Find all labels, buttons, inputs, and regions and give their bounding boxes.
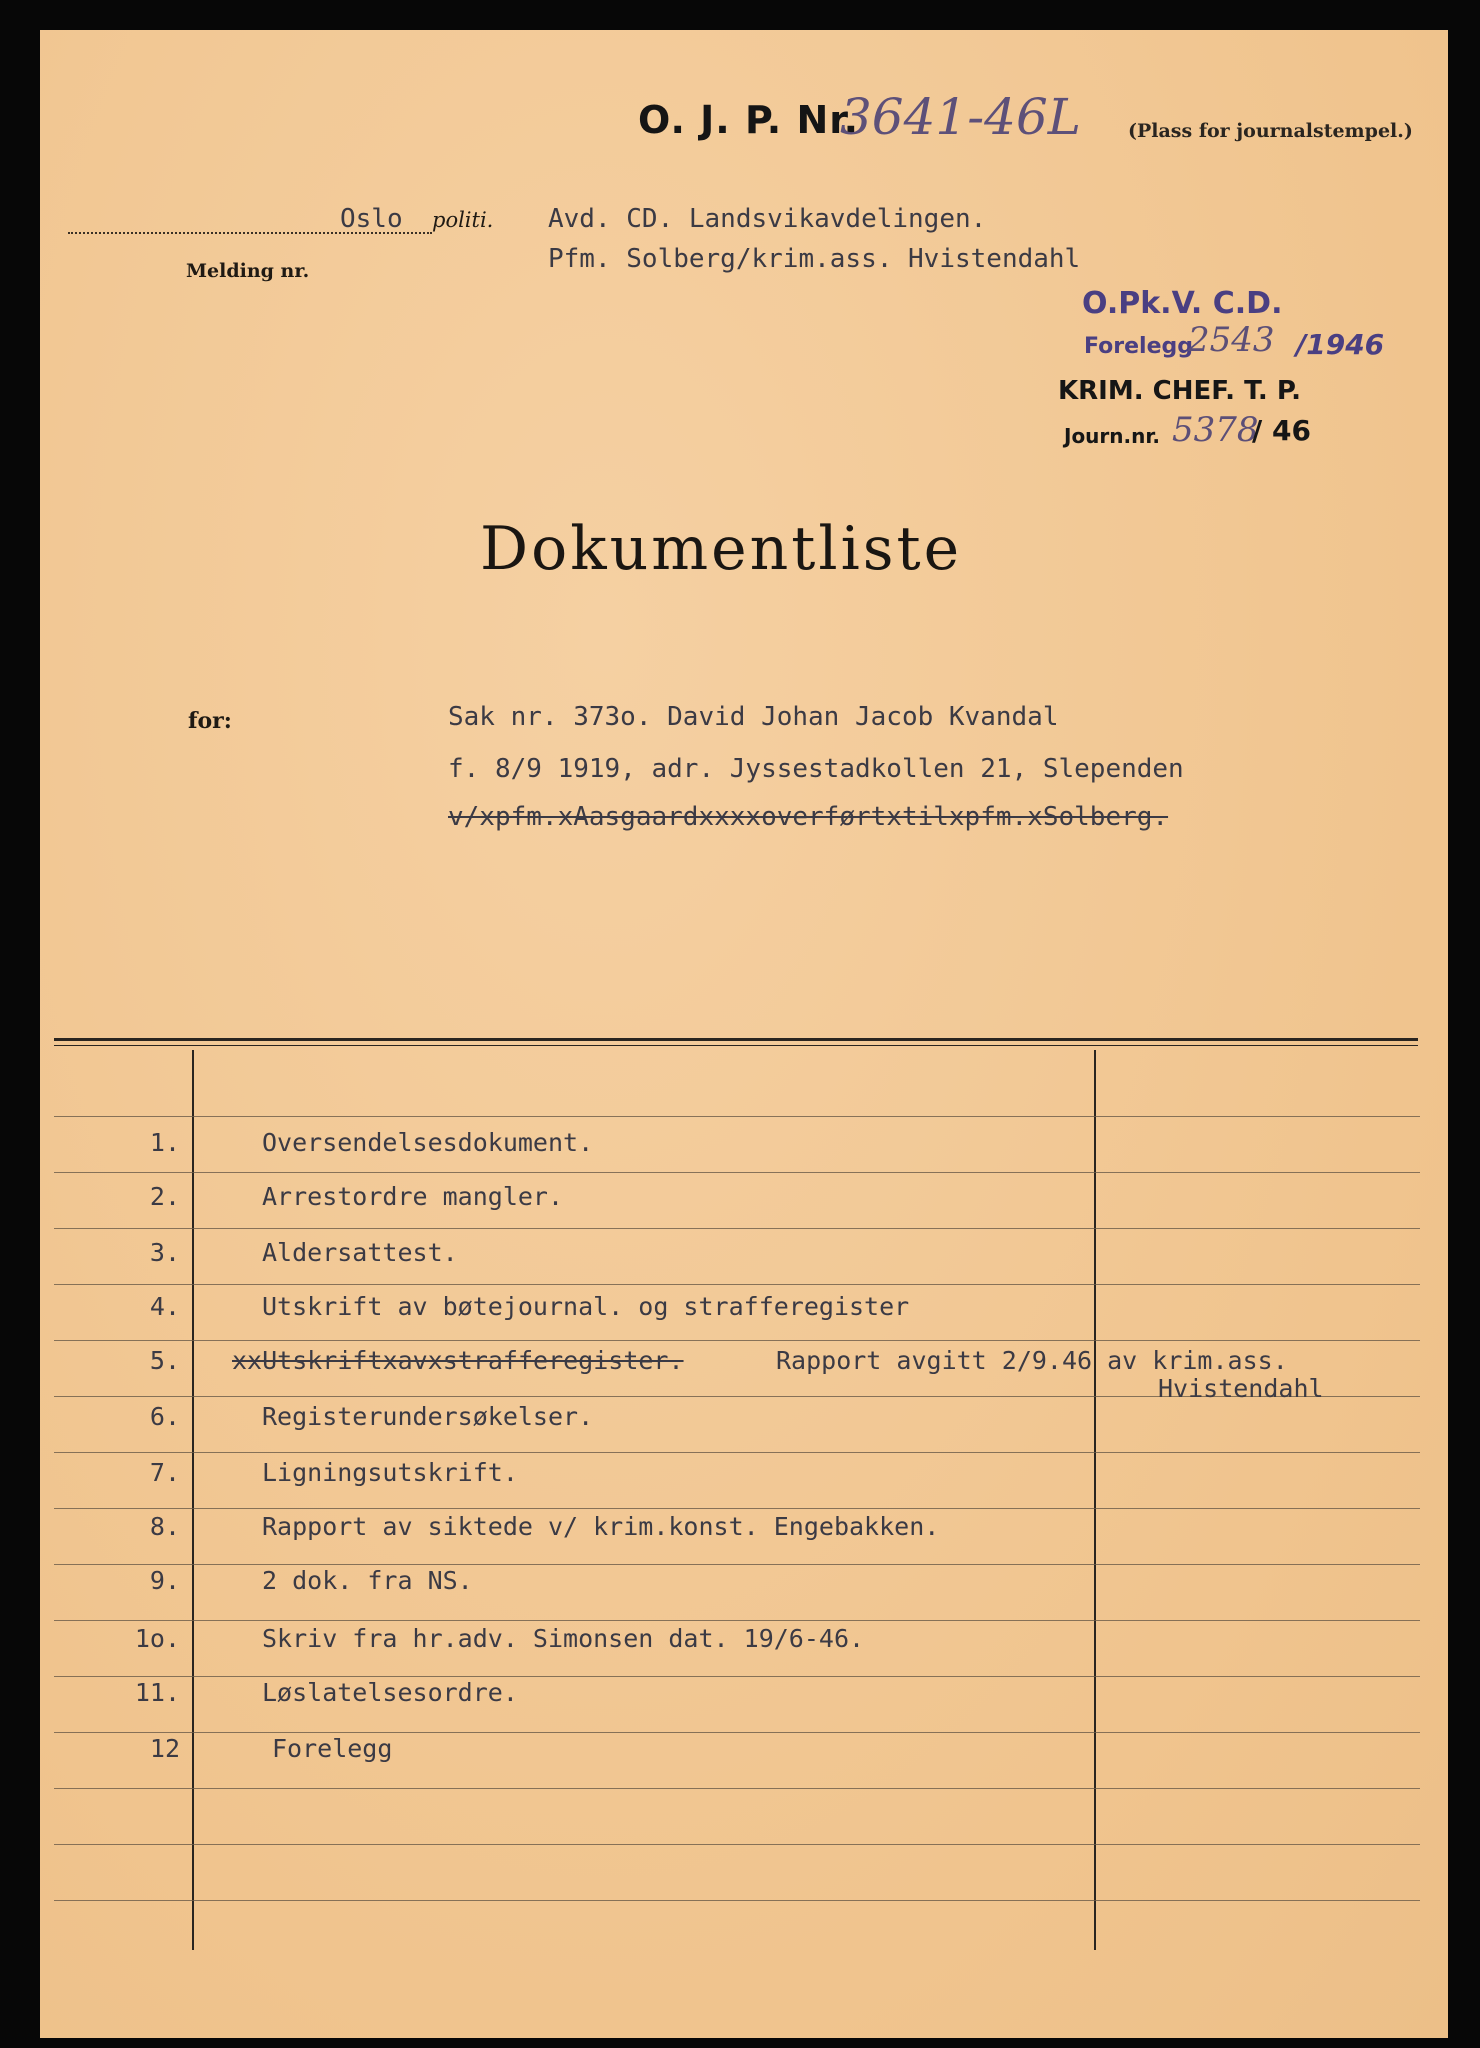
doc-text: Utskrift av bøtejournal. og strafferegister: [262, 1292, 910, 1321]
politi-label: politi.: [432, 208, 494, 232]
row-line: [54, 1284, 1420, 1285]
table-left-divider: [192, 1050, 194, 1950]
row-line: [54, 1844, 1420, 1845]
doc-text-struck: xxUtskriftxavxstrafferegister.: [232, 1346, 684, 1375]
row-line: [54, 1676, 1420, 1677]
doc-text: Arrestordre mangler.: [262, 1182, 564, 1211]
sender-city: Oslo: [340, 204, 403, 234]
doc-number: 9.: [149, 1566, 180, 1595]
doc-text: Oversendelsesdokument.: [262, 1128, 594, 1157]
row-line: [54, 1732, 1420, 1733]
doc-number: 1o.: [134, 1624, 180, 1653]
doc-number: 2.: [149, 1182, 180, 1211]
doc-text: Rapport avgitt 2/9.46 av krim.ass.: [776, 1346, 1288, 1375]
ojp-number: 3641-46L: [840, 88, 1081, 146]
stamp-opkv: O.Pk.V. C.D.: [1082, 286, 1283, 321]
row-line: [54, 1116, 1420, 1117]
table-top-rule: [54, 1038, 1418, 1041]
row-line: [54, 1340, 1420, 1341]
stamp-journ-label: Journ.nr.: [1064, 424, 1160, 448]
doc-number: 8.: [149, 1512, 180, 1541]
stamp-journ-number: 5378: [1172, 410, 1259, 450]
stamp-forelegg-number: 2543: [1188, 320, 1275, 360]
stamp-forelegg-year: /1946: [1296, 328, 1385, 361]
struck-transfer-line: v/xpfm.xAasgaardxxxxoverførtxtilxpfm.xSolberg.: [448, 802, 1169, 832]
row-line: [54, 1900, 1420, 1901]
doc-text: Forelegg: [272, 1734, 393, 1763]
doc-text: Aldersattest.: [262, 1238, 458, 1267]
doc-number: 12: [149, 1734, 180, 1763]
doc-text: Skriv fra hr.adv. Simonsen dat. 19/6-46.: [262, 1624, 865, 1653]
doc-text: Løslatelsesordre.: [262, 1678, 518, 1707]
ojp-prefix: O. J. P. Nr.: [638, 98, 860, 142]
row-line: [54, 1620, 1420, 1621]
doc-text: Registerundersøkelser.: [262, 1402, 594, 1431]
row-line: [54, 1564, 1420, 1565]
case-line: Sak nr. 373o. David Johan Jacob Kvandal: [448, 702, 1059, 732]
doc-number: 7.: [149, 1458, 180, 1487]
doc-number: 4.: [149, 1292, 180, 1321]
table-top-rule-thin: [54, 1045, 1418, 1046]
page-title: Dokumentliste: [480, 514, 963, 584]
doc-text: Ligningsutskrift.: [262, 1458, 518, 1487]
doc-text: 2 dok. fra NS.: [262, 1566, 473, 1595]
for-label: for:: [188, 708, 232, 734]
avd-line: Avd. CD. Landsvikavdelingen.: [548, 204, 987, 234]
doc-number: 5.: [149, 1346, 180, 1375]
row-line: [54, 1172, 1420, 1173]
doc-text-continued: Hvistendahl: [1158, 1374, 1324, 1403]
row-line: [54, 1228, 1420, 1229]
row-line: [54, 1452, 1420, 1453]
doc-number: 3.: [149, 1238, 180, 1267]
table-right-divider: [1094, 1050, 1096, 1950]
stamp-journ-year: / 46: [1252, 414, 1311, 447]
melding-label: Melding nr.: [186, 260, 310, 282]
doc-number: 6.: [149, 1402, 180, 1431]
doc-text: Rapport av siktede v/ krim.konst. Engebakken.: [262, 1512, 940, 1541]
stamp-krim-chef: KRIM. CHEF. T. P.: [1058, 376, 1301, 406]
journal-stamp-note: (Plass for journalstempel.): [1128, 120, 1413, 142]
doc-number: 11.: [134, 1678, 180, 1707]
document-sheet: [40, 30, 1448, 2038]
doc-number: 1.: [149, 1128, 180, 1157]
pfm-line: Pfm. Solberg/krim.ass. Hvistendahl: [548, 244, 1081, 274]
row-line: [54, 1508, 1420, 1509]
row-line: [54, 1788, 1420, 1789]
stamp-forelegg-label: Forelegg: [1084, 334, 1193, 359]
birth-address-line: f. 8/9 1919, adr. Jyssestadkollen 21, Slependen: [448, 754, 1184, 784]
